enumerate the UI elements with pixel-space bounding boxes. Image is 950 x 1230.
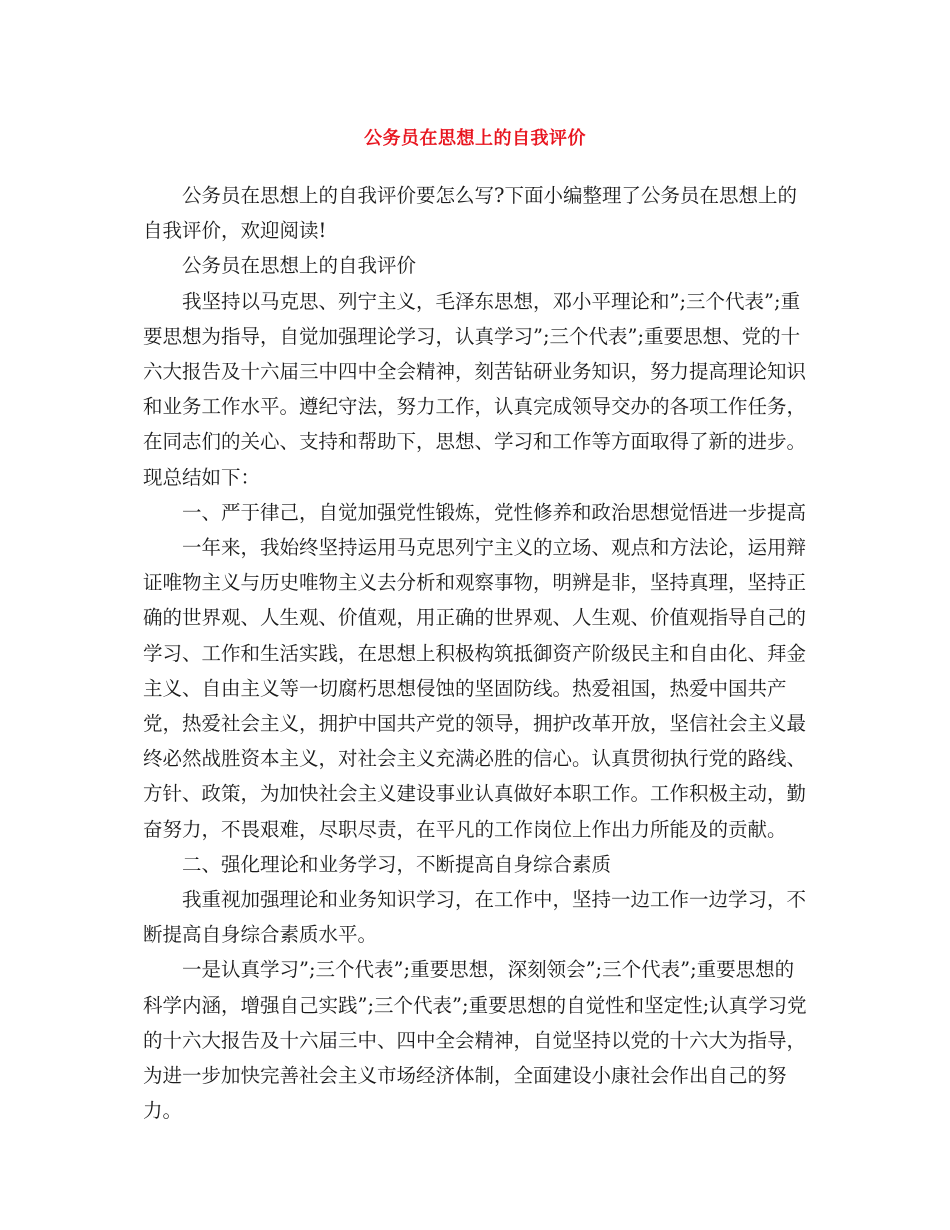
body-paragraph: 我重视加强理论和业务知识学习，在工作中，坚持一边工作一边学习，不断提高自身综合素质水平。 [143,888,807,947]
document-body [143,178,807,1128]
intro-paragraph: 公务员在思想上的自我评价要怎么写?下面小编整理了公务员在思想上的自我评价，欢迎阅读! [143,184,797,243]
section-heading: 公务员在思想上的自我评价 [182,254,417,278]
section-heading-1: 一、严于律己，自觉加强党性锻炼，党性修养和政治思想觉悟进一步提高 [182,500,807,524]
body-paragraph: 一是认真学习”;三个代表”;重要思想，深刻领会”;三个代表”;重要思想的科学内涵，增强自己实践”;三个代表”;重要思想的自觉性和坚定性;认真学习党的十六大报告及十六届三中、四中全会精神，自觉坚持以党的十六大为指导，为进一步加快完善社会主义市场经济体制，全面建设小康社会作出自己的努力。 [143,958,807,1123]
section-heading-2: 二、强化理论和业务学习，不断提高自身综合素质 [182,852,612,876]
body-paragraph: 我坚持以马克思、列宁主义，毛泽东思想，邓小平理论和”;三个代表”;重要思想为指导，自觉加强理论学习，认真学习”;三个代表”;重要思想、党的十六大报告及十六届三中四中全会精神，刻苦钻研业务知识，努力提高理论知识和业务工作水平。遵纪守法，努力工作，认真完成领导交办的各项工作任务，在同志们的关心、支持和帮助下，思想、学习和工作等方面取得了新的进步。现总结如下： [143,289,807,489]
document-title: 公务员在思想上的自我评价 [364,128,586,149]
body-paragraph: 一年来，我始终坚持运用马克思列宁主义的立场、观点和方法论，运用辩证唯物主义与历史唯物主义去分析和观察事物，明辨是非，坚持真理，坚持正确的世界观、人生观、价值观，用正确的世界观、人生观、价值观指导自己的学习、工作和生活实践，在思想上积极构筑抵御资产阶级民主和自由化、拜金主义、自由主义等一切腐朽思想侵蚀的坚固防线。热爱祖国，热爱中国共产党，热爱社会主义，拥护中国共产党的领导，拥护改革开放，坚信社会主义最终必然战胜资本主义，对社会主义充满必胜的信心。认真贯彻执行党的路线、方针、政策，为加快社会主义建设事业认真做好本职工作。工作积极主动，勤奋努力，不畏艰难，尽职尽责，在平凡的工作岗位上作出力所能及的贡献。 [143,536,807,841]
